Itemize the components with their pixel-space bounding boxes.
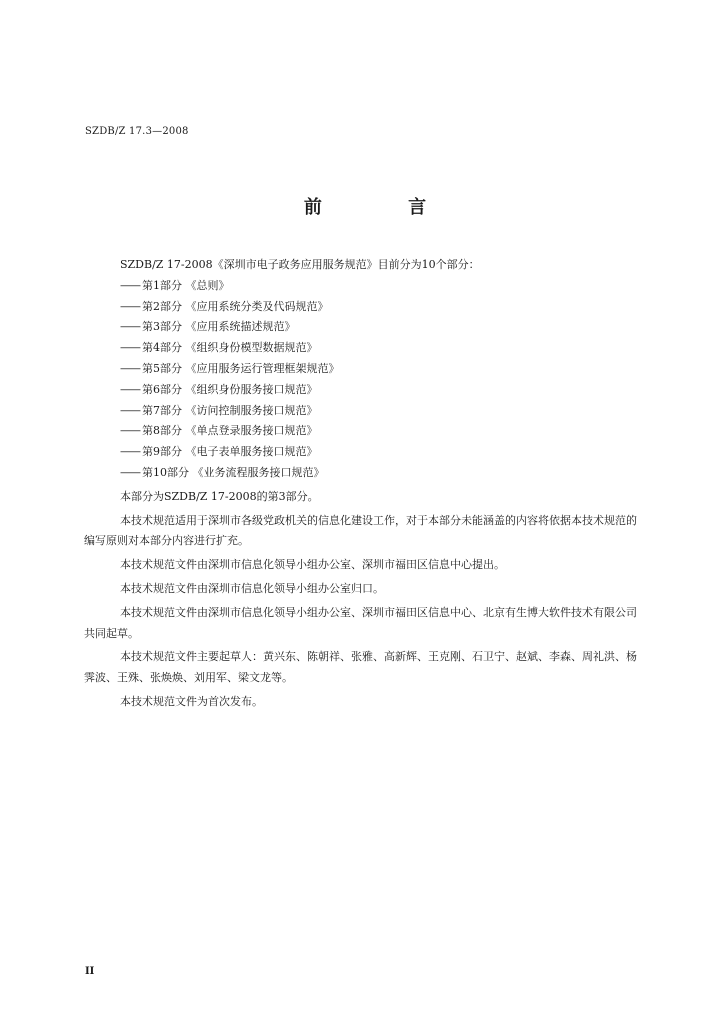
list-dash: —— — [120, 424, 140, 438]
preface-body — [84, 255, 643, 713]
list-item — [120, 338, 643, 359]
list-item — [120, 317, 643, 338]
section-title: 前 言 — [303, 197, 467, 218]
part-label: 第3部分 《应用系统描述规范》 — [142, 320, 296, 334]
list-item — [120, 380, 643, 401]
list-dash: —— — [120, 278, 140, 292]
list-dash: —— — [120, 299, 140, 313]
paragraph-drafting-units: 本技术规范文件由深圳市信息化领导小组办公室、深圳市福田区信息中心、北京有生博大软件技术有限公司共同起草。 — [84, 605, 637, 640]
part-label: 第4部分 《组织身份模型数据规范》 — [142, 341, 318, 355]
list-item — [120, 463, 643, 484]
part-label: 第8部分 《单点登录服务接口规范》 — [142, 424, 318, 438]
part-label: 第2部分 《应用系统分类及代码规范》 — [142, 299, 329, 313]
part-label: 第1部分 《总则》 — [142, 278, 230, 292]
paragraph-part-statement: 本部分为SZDB/Z 17-2008的第3部分。 — [120, 489, 319, 503]
document-code: SZDB/Z 17.3—2008 — [85, 126, 189, 137]
list-dash: —— — [120, 465, 140, 479]
list-item — [120, 359, 643, 380]
list-dash: —— — [120, 445, 140, 459]
part-label: 第7部分 《访问控制服务接口规范》 — [142, 403, 318, 417]
list-item — [120, 276, 643, 297]
list-item — [120, 421, 643, 442]
list-item — [120, 401, 643, 422]
paragraph-scope: 本技术规范适用于深圳市各级党政机关的信息化建设工作，对于本部分未能涵盖的内容将依据本技术规范的编写原则对本部分内容进行扩充。 — [84, 513, 637, 548]
list-dash: —— — [120, 403, 140, 417]
list-dash: —— — [120, 361, 140, 375]
paragraph-drafters: 本技术规范文件主要起草人：黄兴东、陈朝祥、张雅、高新辉、王克刚、石卫宁、赵斌、李森、周礼洪、杨霁波、王殊、张焕焕、刘用军、梁文龙等。 — [84, 650, 637, 685]
paragraph-administrator: 本技术规范文件由深圳市信息化领导小组办公室归口。 — [120, 581, 384, 595]
list-dash: —— — [120, 320, 140, 334]
paragraph-first-release: 本技术规范文件为首次发布。 — [120, 694, 263, 708]
part-label: 第10部分 《业务流程服务接口规范》 — [142, 465, 325, 479]
part-label: 第6部分 《组织身份服务接口规范》 — [142, 382, 318, 396]
part-label: 第5部分 《应用服务运行管理框架规范》 — [142, 361, 340, 375]
intro-line: SZDB/Z 17-2008《深圳市电子政务应用服务规范》目前分为10个部分： — [120, 258, 480, 271]
list-item — [120, 442, 643, 463]
paragraph-proposer: 本技术规范文件由深圳市信息化领导小组办公室、深圳市福田区信息中心提出。 — [120, 558, 505, 572]
list-dash: —— — [120, 341, 140, 355]
list-dash: —— — [120, 382, 140, 396]
list-item — [120, 297, 643, 318]
parts-list — [108, 276, 643, 484]
part-label: 第9部分 《电子表单服务接口规范》 — [142, 445, 318, 459]
page-number: II — [85, 966, 95, 977]
